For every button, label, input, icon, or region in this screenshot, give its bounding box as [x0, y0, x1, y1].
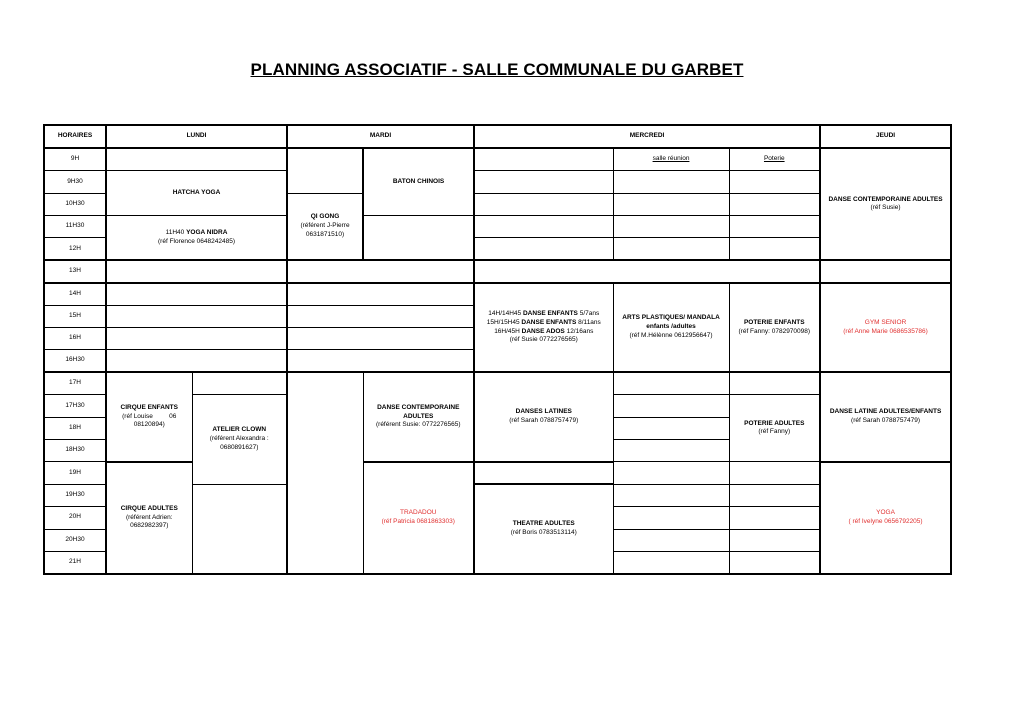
empty-cell — [287, 283, 474, 305]
empty-cell — [106, 305, 287, 327]
activity-qi-gong: QI GONG (référent J-Pierre 0631871510) — [287, 193, 363, 260]
activity-danse-enfants: 14H/14H45 DANSE ENFANTS 5/7ans 15H/15H45 DANSE ENFANTS 8/11ans 16H/45H DANSE ADOS 12/16ans (réf Susie 0772276565) — [474, 283, 613, 373]
row-13h — [44, 260, 951, 282]
empty-cell — [106, 260, 287, 282]
empty-cell — [474, 148, 613, 170]
empty-cell — [613, 216, 729, 238]
hour-cell: 17H30 — [44, 395, 106, 417]
hour-cell: 9H — [44, 148, 106, 170]
empty-cell — [613, 372, 729, 394]
empty-cell — [729, 238, 820, 260]
empty-cell — [729, 462, 820, 484]
hour-cell: 15H — [44, 305, 106, 327]
activity-yoga-jeudi: YOGA ( réf Ivelyne 0656792205) — [820, 462, 951, 574]
activity-baton-chinois — [363, 148, 474, 215]
empty-cell — [106, 350, 287, 372]
empty-cell — [363, 216, 474, 261]
hour-cell: 9H30 — [44, 171, 106, 193]
activity-danses-latines: DANSES LATINES (réf Sarah 0788757479) — [474, 372, 613, 462]
row-9h — [44, 148, 951, 170]
empty-cell — [729, 193, 820, 215]
salle-reunion-label: salle réunion — [613, 148, 729, 170]
empty-cell — [729, 507, 820, 529]
empty-cell — [474, 193, 613, 215]
empty-cell — [613, 439, 729, 461]
empty-cell — [192, 372, 287, 394]
empty-cell — [287, 148, 363, 193]
activity-theatre-adultes: THEATRE ADULTES (réf Boris 0783513114) — [474, 484, 613, 574]
empty-cell — [287, 350, 474, 372]
activity-atelier-clown: ATELIER CLOWN (référent Alexandra : 0680891627) — [192, 395, 287, 485]
empty-cell — [613, 484, 729, 506]
activity-mardi-danse-contemporaine: DANSE CONTEMPORAINE ADULTES (référent Susie: 0772276565) — [363, 372, 474, 462]
hour-cell: 20H30 — [44, 529, 106, 551]
header-jeudi: JEUDI — [820, 125, 951, 148]
activity-cirque-adultes: CIRQUE ADULTES (référent Adrien: 0682982397) — [106, 462, 192, 574]
hour-cell: 19H — [44, 462, 106, 484]
activity-gym-senior: GYM SENIOR (réf Anne Marie 0686535786) — [820, 283, 951, 373]
empty-cell — [106, 283, 287, 305]
hour-cell: 16H30 — [44, 350, 106, 372]
header-hours: HORAIRES — [44, 125, 106, 148]
row-9h30 — [44, 171, 951, 193]
empty-cell — [287, 372, 363, 574]
empty-cell — [613, 238, 729, 260]
row-14h — [44, 283, 951, 305]
empty-cell — [729, 216, 820, 238]
header-lundi: LUNDI — [106, 125, 287, 148]
hour-cell: 13H — [44, 260, 106, 282]
row-19h — [44, 462, 951, 484]
header-mercredi: MERCREDI — [474, 125, 820, 148]
activity-cirque-enfants: CIRQUE ENFANTS (réf Louise 06 08120894) — [106, 372, 192, 462]
empty-cell — [192, 484, 287, 574]
activity-danse-latine-adultes: DANSE LATINE ADULTES/ENFANTS (réf Sarah 0788757479) — [820, 372, 951, 462]
hour-cell: 21H — [44, 551, 106, 574]
empty-cell — [474, 171, 613, 193]
activity-arts-plastiques: ARTS PLASTIQUES/ MANDALA enfants /adultes (réf M.Hélènne 0612956647) — [613, 283, 729, 373]
empty-cell — [474, 260, 820, 282]
hour-cell: 20H — [44, 507, 106, 529]
hour-cell: 12H — [44, 238, 106, 260]
activity-jeudi-danse-contemporaine: DANSE CONTEMPORAINE ADULTES (réf Susie) — [820, 148, 951, 260]
empty-cell — [474, 216, 613, 238]
empty-cell — [106, 328, 287, 350]
empty-cell — [729, 171, 820, 193]
empty-cell — [287, 260, 474, 282]
empty-cell — [613, 417, 729, 439]
empty-cell — [613, 193, 729, 215]
empty-cell — [729, 529, 820, 551]
empty-cell — [474, 238, 613, 260]
activity-name: BATON CHINOIS — [392, 177, 445, 185]
hour-cell: 14H — [44, 283, 106, 305]
empty-cell — [729, 551, 820, 574]
empty-cell — [613, 529, 729, 551]
activity-poterie-adultes: POTERIE ADULTES (réf Fanny) — [729, 395, 820, 462]
hour-cell: 19H30 — [44, 484, 106, 506]
empty-cell — [613, 395, 729, 417]
row-11h30 — [44, 216, 951, 238]
schedule-table — [43, 124, 952, 575]
page-title: PLANNING ASSOCIATIF - SALLE COMMUNALE DU GARBET — [250, 60, 744, 79]
empty-cell — [820, 260, 951, 282]
empty-cell — [287, 305, 474, 327]
hour-cell: 18H30 — [44, 439, 106, 461]
empty-cell — [613, 507, 729, 529]
activity-hatcha-yoga: HATCHA YOGA — [106, 171, 287, 216]
empty-cell — [729, 484, 820, 506]
hour-cell: 18H — [44, 417, 106, 439]
activity-yoga-nidra: 11H40 YOGA NIDRA (réf Florence 0648242485) — [106, 216, 287, 261]
poterie-label: Poterie — [729, 148, 820, 170]
empty-cell — [287, 328, 474, 350]
header-row — [44, 125, 951, 148]
empty-cell — [474, 462, 613, 484]
activity-poterie-enfants: POTERIE ENFANTS (réf Fanny: 0782970098) — [729, 283, 820, 373]
hour-cell: 17H — [44, 372, 106, 394]
header-mardi: MARDI — [287, 125, 474, 148]
empty-cell — [106, 148, 287, 170]
empty-cell — [613, 171, 729, 193]
empty-cell — [613, 462, 729, 484]
empty-cell — [613, 551, 729, 574]
hour-cell: 11H30 — [44, 216, 106, 238]
row-17h — [44, 372, 951, 394]
empty-cell — [729, 372, 820, 394]
hour-cell: 10H30 — [44, 193, 106, 215]
activity-tradadou: TRADADOU (réf Patricia 0681863303) — [363, 462, 474, 574]
hour-cell: 16H — [44, 328, 106, 350]
